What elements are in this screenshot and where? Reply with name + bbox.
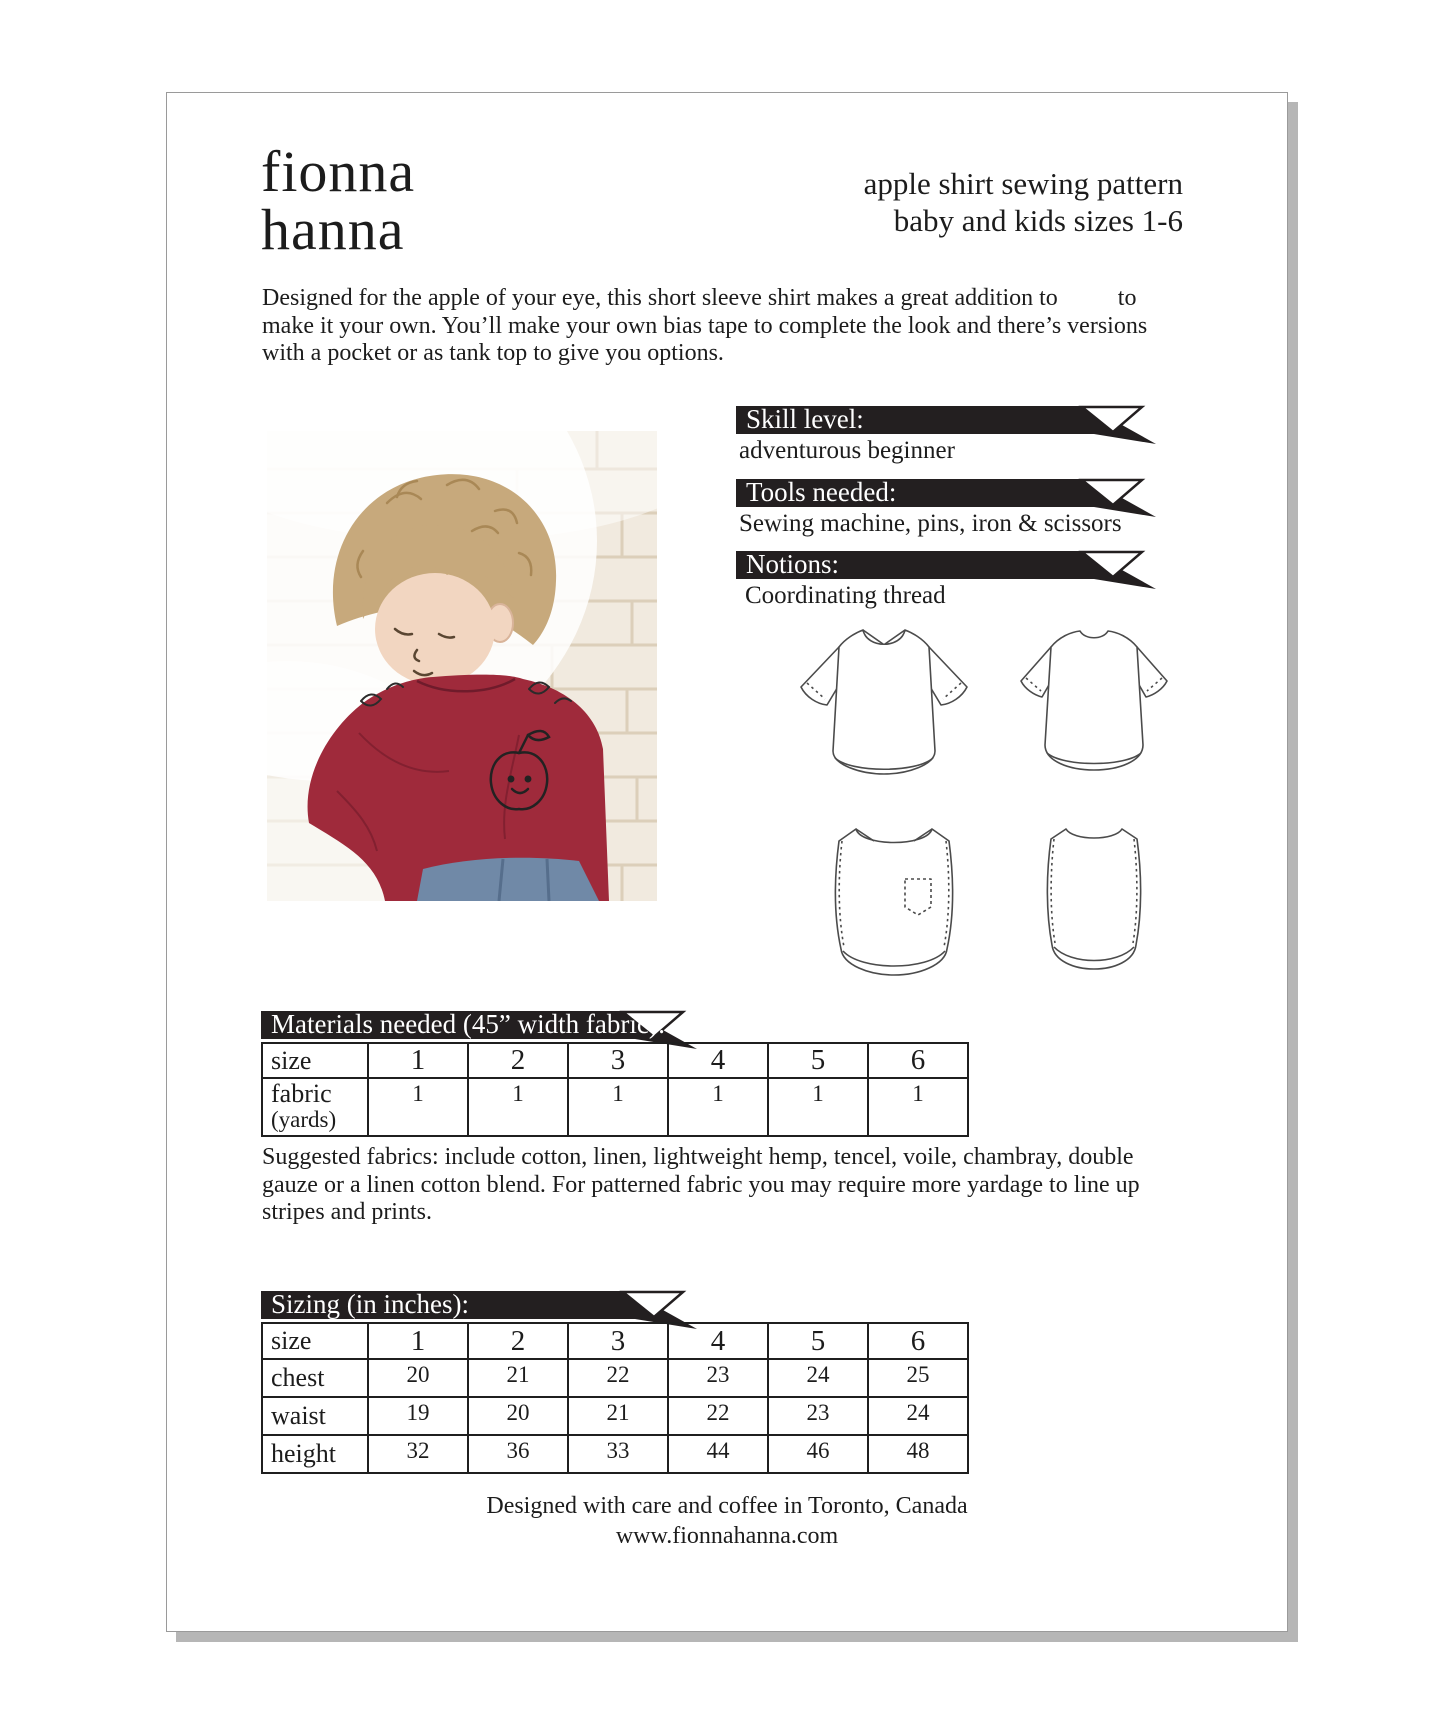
tank-front-view [835, 829, 952, 975]
suggested-fabrics-note: Suggested fabrics: include cotton, linen, lightweight hemp, tencel, voile, chambray, double gauze or a linen cotton blend. For patterned fabric you may require more yardage to line up stripes and prints. [262, 1144, 1140, 1225]
intro-line-1: Designed for the apple of your eye, this short sleeve shirt makes a great addition to to [262, 285, 1137, 311]
notions-title: Notions: [746, 549, 840, 579]
intro-line-2: make it your own. You’ll make your own bias tape to complete the look and there’s versions [262, 312, 1148, 339]
materials-fabric-label: fabric (yards) [262, 1078, 368, 1136]
pattern-title-line-2: baby and kids sizes 1-6 [893, 203, 1183, 238]
brand-logo [261, 139, 416, 262]
sizing-table [261, 1322, 969, 1474]
table-row: fabric (yards) 1 1 1 1 1 1 [262, 1078, 968, 1136]
shirt-front-view [801, 630, 967, 774]
table-row: size 1 2 3 4 5 6 [262, 1323, 968, 1359]
shirt-diagrams [779, 617, 1209, 1012]
materials-size-label: size [262, 1043, 368, 1078]
skill-level-title: Skill level: [746, 404, 864, 434]
materials-table [261, 1042, 969, 1137]
table-row: waist 19 20 21 22 23 24 [262, 1397, 968, 1435]
footer-line-1: Designed with care and coffee in Toronto, Canada [486, 1493, 968, 1519]
pattern-title [864, 165, 1183, 239]
table-row: height 32 36 33 44 46 48 [262, 1435, 968, 1473]
intro-line-3: with a pocket or as tank top to give you options. [262, 340, 724, 366]
child-in-apple-shirt-illustration [267, 431, 657, 901]
footer-credit [167, 1491, 1287, 1551]
brand-line-1: fionna [261, 139, 416, 204]
intro-paragraph [262, 285, 1147, 368]
sizing-title: Sizing (in inches): [271, 1289, 469, 1319]
pattern-sheet-page [166, 92, 1288, 1632]
materials-title: Materials needed (45” width fabric): [271, 1009, 666, 1039]
pattern-title-line-1: apple shirt sewing pattern [863, 166, 1183, 201]
notions-value: Coordinating thread [745, 582, 946, 609]
child-photo [267, 431, 657, 901]
table-row: size 1 2 3 4 5 6 [262, 1043, 968, 1078]
brand-line-2: hanna [261, 197, 405, 262]
tools-needed-value: Sewing machine, pins, iron & scissors [739, 510, 1122, 537]
tools-needed-title: Tools needed: [746, 477, 897, 507]
footer-url: www.fionnahanna.com [615, 1523, 839, 1549]
shirt-line-drawings [779, 617, 1209, 1012]
tank-back-view [1047, 829, 1140, 969]
skill-level-value: adventurous beginner [739, 437, 955, 464]
shirt-back-view [1021, 631, 1167, 770]
table-row: chest 20 21 22 23 24 25 [262, 1359, 968, 1397]
